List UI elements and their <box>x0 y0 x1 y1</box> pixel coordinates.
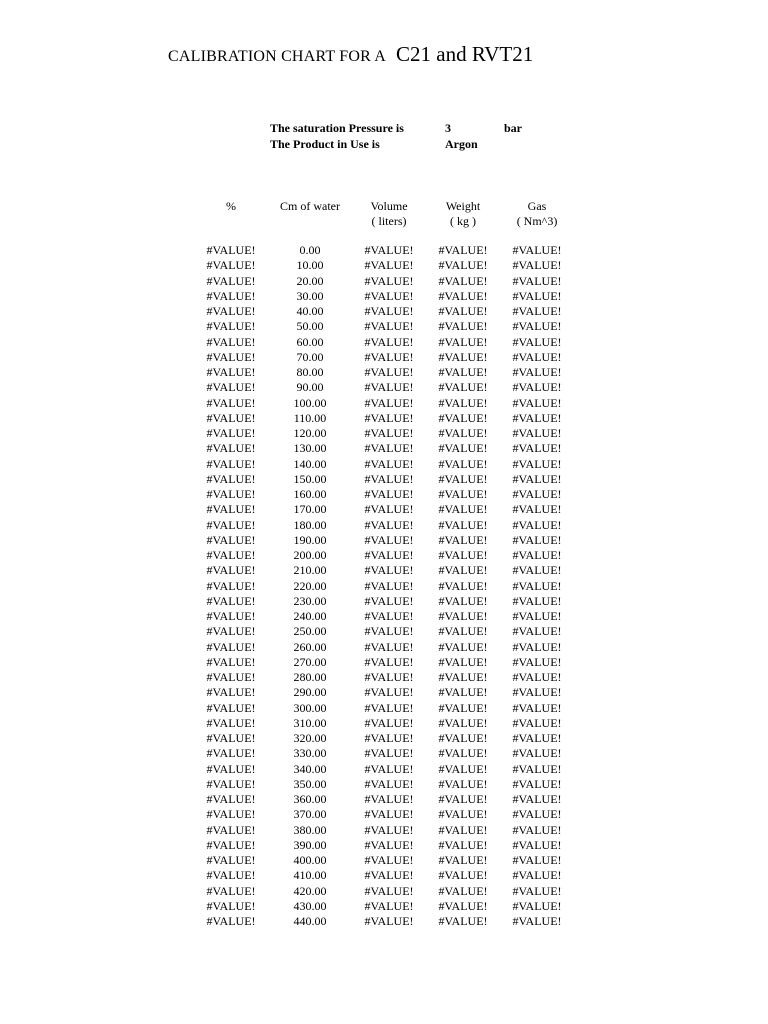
cm-water-cell: 220.00 <box>293 578 327 593</box>
percent-cell: #VALUE! <box>206 853 256 867</box>
volume-cell: #VALUE! <box>364 380 414 395</box>
percent-cell: #VALUE! <box>206 883 256 898</box>
gas-cell: #VALUE! <box>512 426 562 440</box>
gas-cell: #VALUE! <box>512 822 562 837</box>
table-row <box>0 624 768 639</box>
volume-cell: #VALUE! <box>364 898 414 913</box>
cm-water-cell: 50.00 <box>296 319 324 334</box>
cm-water-cell: 320.00 <box>293 731 327 745</box>
weight-cell: #VALUE! <box>438 853 488 867</box>
column-header-gas <box>502 199 572 229</box>
weight-cell: #VALUE! <box>438 426 488 440</box>
table-row <box>0 777 768 792</box>
cm-water-cell: 230.00 <box>293 593 327 608</box>
table-row <box>0 411 768 426</box>
cm-water-cell: 130.00 <box>293 441 327 456</box>
gas-cell: #VALUE! <box>512 380 562 395</box>
volume-cell: #VALUE! <box>364 807 414 822</box>
weight-cell: #VALUE! <box>438 639 488 654</box>
gas-cell: #VALUE! <box>512 853 562 867</box>
title-prefix: CALIBRATION CHART FOR A <box>168 48 387 65</box>
gas-cell: #VALUE! <box>512 502 562 517</box>
table-row <box>0 502 768 517</box>
table-row <box>0 762 768 777</box>
column-header-cm-water <box>280 199 340 214</box>
table-row <box>0 868 768 883</box>
volume-cell: #VALUE! <box>364 548 414 562</box>
gas-cell: #VALUE! <box>512 868 562 883</box>
volume-cell: #VALUE! <box>364 837 414 852</box>
percent-cell: #VALUE! <box>206 304 256 318</box>
cm-water-cell: 150.00 <box>293 471 327 486</box>
cm-water-cell: 180.00 <box>293 517 327 532</box>
volume-cell: #VALUE! <box>364 471 414 486</box>
volume-cell: #VALUE! <box>364 593 414 608</box>
weight-cell: #VALUE! <box>438 273 488 288</box>
weight-cell: #VALUE! <box>438 365 488 379</box>
table-row <box>0 487 768 502</box>
cm-water-cell: 430.00 <box>293 898 327 913</box>
gas-cell: #VALUE! <box>512 639 562 654</box>
volume-cell: #VALUE! <box>364 715 414 730</box>
volume-cell: #VALUE! <box>364 746 414 761</box>
volume-cell: #VALUE! <box>364 624 414 639</box>
page-title <box>168 44 533 65</box>
weight-cell: #VALUE! <box>438 746 488 761</box>
pressure-value: 3 <box>445 121 451 135</box>
gas-cell: #VALUE! <box>512 609 562 623</box>
percent-cell: #VALUE! <box>206 898 256 913</box>
volume-cell: #VALUE! <box>364 395 414 410</box>
weight-cell: #VALUE! <box>438 868 488 883</box>
cm-water-cell: 140.00 <box>293 456 327 471</box>
table-row <box>0 579 768 594</box>
weight-cell: #VALUE! <box>438 243 488 257</box>
table-row <box>0 396 768 411</box>
weight-cell: #VALUE! <box>438 532 488 547</box>
cm-water-cell: 110.00 <box>293 410 327 425</box>
column-header-line2: ( kg ) <box>450 214 476 228</box>
table-row <box>0 274 768 289</box>
percent-cell: #VALUE! <box>206 258 256 273</box>
weight-cell: #VALUE! <box>438 685 488 700</box>
cm-water-cell: 370.00 <box>293 807 327 822</box>
gas-cell: #VALUE! <box>512 395 562 410</box>
column-header-line1: Weight <box>445 199 481 213</box>
percent-cell: #VALUE! <box>206 700 256 715</box>
gas-cell: #VALUE! <box>512 883 562 898</box>
volume-cell: #VALUE! <box>364 288 414 303</box>
cm-water-cell: 410.00 <box>293 868 327 883</box>
weight-cell: #VALUE! <box>438 578 488 593</box>
table-row <box>0 655 768 670</box>
table-row <box>0 518 768 533</box>
weight-cell: #VALUE! <box>438 487 488 501</box>
gas-cell: #VALUE! <box>512 334 562 349</box>
volume-cell: #VALUE! <box>364 334 414 349</box>
volume-cell: #VALUE! <box>364 914 414 928</box>
volume-cell: #VALUE! <box>364 441 414 456</box>
table-row <box>0 853 768 868</box>
weight-cell: #VALUE! <box>438 883 488 898</box>
percent-cell: #VALUE! <box>206 441 256 456</box>
cm-water-cell: 420.00 <box>293 883 327 898</box>
percent-cell: #VALUE! <box>206 471 256 486</box>
table-row <box>0 670 768 685</box>
cm-water-cell: 70.00 <box>296 349 324 364</box>
percent-cell: #VALUE! <box>206 578 256 593</box>
gas-cell: #VALUE! <box>512 700 562 715</box>
percent-cell: #VALUE! <box>206 837 256 852</box>
table-row <box>0 426 768 441</box>
table-row <box>0 838 768 853</box>
weight-cell: #VALUE! <box>438 548 488 562</box>
percent-cell: #VALUE! <box>206 365 256 379</box>
volume-cell: #VALUE! <box>364 639 414 654</box>
table-row <box>0 365 768 380</box>
weight-cell: #VALUE! <box>438 654 488 669</box>
percent-cell: #VALUE! <box>206 746 256 761</box>
gas-cell: #VALUE! <box>512 914 562 928</box>
cm-water-cell: 340.00 <box>293 761 327 776</box>
percent-cell: #VALUE! <box>206 731 256 745</box>
gas-cell: #VALUE! <box>512 898 562 913</box>
volume-cell: #VALUE! <box>364 426 414 440</box>
gas-cell: #VALUE! <box>512 593 562 608</box>
gas-cell: #VALUE! <box>512 517 562 532</box>
gas-cell: #VALUE! <box>512 654 562 669</box>
cm-water-cell: 290.00 <box>293 685 327 700</box>
gas-cell: #VALUE! <box>512 776 562 791</box>
gas-cell: #VALUE! <box>512 670 562 684</box>
weight-cell: #VALUE! <box>438 304 488 318</box>
gas-cell: #VALUE! <box>512 624 562 639</box>
table-row <box>0 243 768 258</box>
weight-cell: #VALUE! <box>438 517 488 532</box>
weight-cell: #VALUE! <box>438 349 488 364</box>
table-row <box>0 319 768 334</box>
percent-cell: #VALUE! <box>206 334 256 349</box>
percent-cell: #VALUE! <box>206 426 256 440</box>
gas-cell: #VALUE! <box>512 471 562 486</box>
percent-cell: #VALUE! <box>206 288 256 303</box>
cm-water-cell: 440.00 <box>293 914 327 928</box>
weight-cell: #VALUE! <box>438 288 488 303</box>
volume-cell: #VALUE! <box>364 456 414 471</box>
volume-cell: #VALUE! <box>364 578 414 593</box>
gas-cell: #VALUE! <box>512 685 562 700</box>
column-header-line1: Volume <box>370 199 408 213</box>
weight-cell: #VALUE! <box>438 563 488 578</box>
column-header-volume <box>354 199 424 229</box>
column-header-line2: ( liters) <box>371 214 407 228</box>
table-row <box>0 258 768 273</box>
cm-water-cell: 300.00 <box>293 700 327 715</box>
volume-cell: #VALUE! <box>364 410 414 425</box>
volume-cell: #VALUE! <box>364 883 414 898</box>
volume-cell: #VALUE! <box>364 487 414 501</box>
cm-water-cell: 160.00 <box>293 487 327 501</box>
percent-cell: #VALUE! <box>206 502 256 517</box>
gas-cell: #VALUE! <box>512 288 562 303</box>
column-header-line1: % <box>226 199 236 213</box>
table-row <box>0 472 768 487</box>
volume-cell: #VALUE! <box>364 731 414 745</box>
gas-cell: #VALUE! <box>512 563 562 578</box>
percent-cell: #VALUE! <box>206 639 256 654</box>
cm-water-cell: 190.00 <box>293 532 327 547</box>
column-header-line1: Gas <box>527 199 547 213</box>
volume-cell: #VALUE! <box>364 365 414 379</box>
volume-cell: #VALUE! <box>364 868 414 883</box>
cm-water-cell: 270.00 <box>293 654 327 669</box>
cm-water-cell: 390.00 <box>293 837 327 852</box>
cm-water-cell: 120.00 <box>293 426 327 440</box>
weight-cell: #VALUE! <box>438 731 488 745</box>
weight-cell: #VALUE! <box>438 837 488 852</box>
cm-water-cell: 0.00 <box>299 243 321 257</box>
table-row <box>0 685 768 700</box>
table-row <box>0 914 768 929</box>
percent-cell: #VALUE! <box>206 456 256 471</box>
table-row <box>0 304 768 319</box>
volume-cell: #VALUE! <box>364 685 414 700</box>
gas-cell: #VALUE! <box>512 487 562 501</box>
gas-cell: #VALUE! <box>512 807 562 822</box>
gas-cell: #VALUE! <box>512 410 562 425</box>
table-row <box>0 823 768 838</box>
percent-cell: #VALUE! <box>206 792 256 806</box>
weight-cell: #VALUE! <box>438 456 488 471</box>
percent-cell: #VALUE! <box>206 685 256 700</box>
percent-cell: #VALUE! <box>206 715 256 730</box>
cm-water-cell: 360.00 <box>293 792 327 806</box>
column-header-line1: Cm of water <box>280 199 340 213</box>
gas-cell: #VALUE! <box>512 243 562 257</box>
gas-cell: #VALUE! <box>512 365 562 379</box>
percent-cell: #VALUE! <box>206 670 256 684</box>
product-label: The Product in Use is <box>270 137 380 151</box>
percent-cell: #VALUE! <box>206 593 256 608</box>
volume-cell: #VALUE! <box>364 258 414 273</box>
table-row <box>0 441 768 456</box>
table-row <box>0 563 768 578</box>
weight-cell: #VALUE! <box>438 624 488 639</box>
cm-water-cell: 330.00 <box>293 746 327 761</box>
column-header-line2: ( Nm^3) <box>516 214 558 228</box>
cm-water-cell: 80.00 <box>296 365 324 379</box>
gas-cell: #VALUE! <box>512 273 562 288</box>
volume-cell: #VALUE! <box>364 776 414 791</box>
table-row <box>0 594 768 609</box>
percent-cell: #VALUE! <box>206 349 256 364</box>
volume-cell: #VALUE! <box>364 243 414 257</box>
percent-cell: #VALUE! <box>206 319 256 334</box>
weight-cell: #VALUE! <box>438 258 488 273</box>
percent-cell: #VALUE! <box>206 548 256 562</box>
volume-cell: #VALUE! <box>364 654 414 669</box>
cm-water-cell: 350.00 <box>293 776 327 791</box>
volume-cell: #VALUE! <box>364 822 414 837</box>
volume-cell: #VALUE! <box>364 319 414 334</box>
cm-water-cell: 10.00 <box>296 258 324 273</box>
volume-cell: #VALUE! <box>364 609 414 623</box>
volume-cell: #VALUE! <box>364 532 414 547</box>
table-row <box>0 609 768 624</box>
percent-cell: #VALUE! <box>206 487 256 501</box>
weight-cell: #VALUE! <box>438 471 488 486</box>
cm-water-cell: 280.00 <box>293 670 327 684</box>
weight-cell: #VALUE! <box>438 609 488 623</box>
percent-cell: #VALUE! <box>206 761 256 776</box>
weight-cell: #VALUE! <box>438 593 488 608</box>
volume-cell: #VALUE! <box>364 700 414 715</box>
volume-cell: #VALUE! <box>364 273 414 288</box>
percent-cell: #VALUE! <box>206 776 256 791</box>
cm-water-cell: 60.00 <box>296 334 324 349</box>
volume-cell: #VALUE! <box>364 563 414 578</box>
cm-water-cell: 100.00 <box>293 395 327 410</box>
cm-water-cell: 380.00 <box>293 822 327 837</box>
volume-cell: #VALUE! <box>364 853 414 867</box>
table-row <box>0 350 768 365</box>
table-row <box>0 731 768 746</box>
weight-cell: #VALUE! <box>438 700 488 715</box>
table-row <box>0 380 768 395</box>
product-value: Argon <box>445 137 478 151</box>
percent-cell: #VALUE! <box>206 609 256 623</box>
weight-cell: #VALUE! <box>438 898 488 913</box>
percent-cell: #VALUE! <box>206 914 256 928</box>
gas-cell: #VALUE! <box>512 746 562 761</box>
cm-water-cell: 170.00 <box>293 502 327 517</box>
gas-cell: #VALUE! <box>512 456 562 471</box>
weight-cell: #VALUE! <box>438 441 488 456</box>
percent-cell: #VALUE! <box>206 410 256 425</box>
cm-water-cell: 250.00 <box>293 624 327 639</box>
weight-cell: #VALUE! <box>438 334 488 349</box>
column-header-percent <box>196 199 266 214</box>
weight-cell: #VALUE! <box>438 792 488 806</box>
gas-cell: #VALUE! <box>512 792 562 806</box>
calibration-table <box>0 243 768 929</box>
gas-cell: #VALUE! <box>512 349 562 364</box>
percent-cell: #VALUE! <box>206 380 256 395</box>
weight-cell: #VALUE! <box>438 502 488 517</box>
volume-cell: #VALUE! <box>364 502 414 517</box>
gas-cell: #VALUE! <box>512 578 562 593</box>
percent-cell: #VALUE! <box>206 563 256 578</box>
table-row <box>0 457 768 472</box>
gas-cell: #VALUE! <box>512 715 562 730</box>
table-row <box>0 716 768 731</box>
table-row <box>0 640 768 655</box>
cm-water-cell: 240.00 <box>293 609 327 623</box>
weight-cell: #VALUE! <box>438 670 488 684</box>
percent-cell: #VALUE! <box>206 273 256 288</box>
table-row <box>0 746 768 761</box>
volume-cell: #VALUE! <box>364 349 414 364</box>
gas-cell: #VALUE! <box>512 258 562 273</box>
table-row <box>0 533 768 548</box>
cm-water-cell: 200.00 <box>293 548 327 562</box>
pressure-unit: bar <box>504 121 522 135</box>
percent-cell: #VALUE! <box>206 624 256 639</box>
gas-cell: #VALUE! <box>512 441 562 456</box>
weight-cell: #VALUE! <box>438 822 488 837</box>
gas-cell: #VALUE! <box>512 304 562 318</box>
volume-cell: #VALUE! <box>364 792 414 806</box>
table-row <box>0 548 768 563</box>
cm-water-cell: 400.00 <box>293 853 327 867</box>
volume-cell: #VALUE! <box>364 517 414 532</box>
cm-water-cell: 90.00 <box>296 380 324 395</box>
gas-cell: #VALUE! <box>512 548 562 562</box>
volume-cell: #VALUE! <box>364 761 414 776</box>
table-row <box>0 884 768 899</box>
weight-cell: #VALUE! <box>438 410 488 425</box>
volume-cell: #VALUE! <box>364 670 414 684</box>
percent-cell: #VALUE! <box>206 807 256 822</box>
percent-cell: #VALUE! <box>206 517 256 532</box>
table-row <box>0 899 768 914</box>
weight-cell: #VALUE! <box>438 380 488 395</box>
weight-cell: #VALUE! <box>438 914 488 928</box>
gas-cell: #VALUE! <box>512 319 562 334</box>
volume-cell: #VALUE! <box>364 304 414 318</box>
column-header-weight <box>428 199 498 229</box>
weight-cell: #VALUE! <box>438 319 488 334</box>
gas-cell: #VALUE! <box>512 532 562 547</box>
table-row <box>0 289 768 304</box>
table-row <box>0 701 768 716</box>
pressure-label: The saturation Pressure is <box>270 121 404 135</box>
gas-cell: #VALUE! <box>512 837 562 852</box>
weight-cell: #VALUE! <box>438 715 488 730</box>
percent-cell: #VALUE! <box>206 532 256 547</box>
percent-cell: #VALUE! <box>206 243 256 257</box>
cm-water-cell: 310.00 <box>293 715 327 730</box>
percent-cell: #VALUE! <box>206 654 256 669</box>
table-row <box>0 807 768 822</box>
percent-cell: #VALUE! <box>206 822 256 837</box>
table-row <box>0 335 768 350</box>
weight-cell: #VALUE! <box>438 807 488 822</box>
percent-cell: #VALUE! <box>206 395 256 410</box>
weight-cell: #VALUE! <box>438 776 488 791</box>
cm-water-cell: 40.00 <box>296 304 324 318</box>
cm-water-cell: 210.00 <box>293 563 327 578</box>
gas-cell: #VALUE! <box>512 761 562 776</box>
cm-water-cell: 260.00 <box>293 639 327 654</box>
weight-cell: #VALUE! <box>438 761 488 776</box>
cm-water-cell: 20.00 <box>296 273 324 288</box>
cm-water-cell: 30.00 <box>296 288 324 303</box>
title-model: C21 and RVT21 <box>396 42 534 66</box>
gas-cell: #VALUE! <box>512 731 562 745</box>
percent-cell: #VALUE! <box>206 868 256 883</box>
table-row <box>0 792 768 807</box>
weight-cell: #VALUE! <box>438 395 488 410</box>
